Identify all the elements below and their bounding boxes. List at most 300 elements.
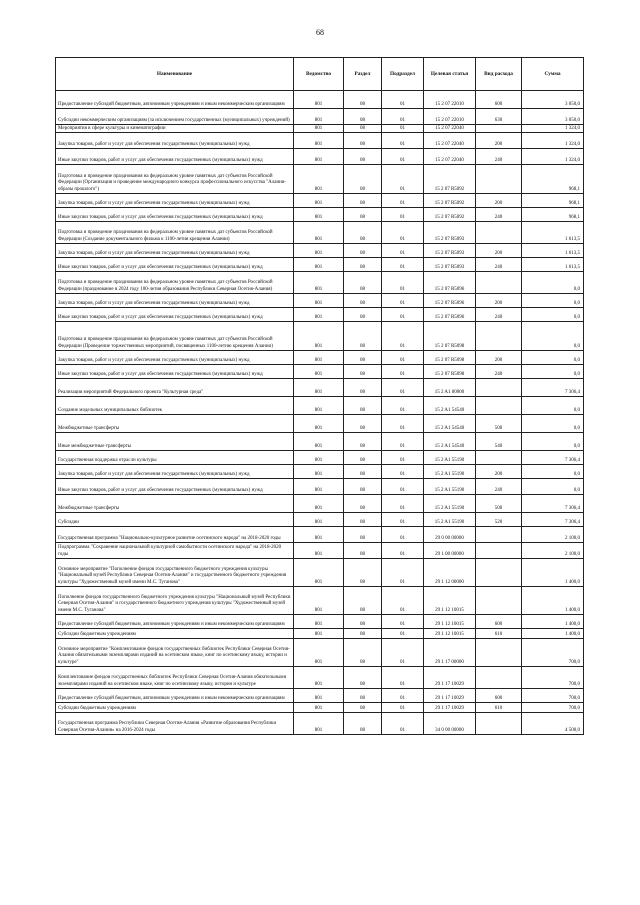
row-podrazdel: 01 <box>382 465 424 479</box>
table-row <box>56 125 584 133</box>
row-razdel: 08 <box>344 294 382 308</box>
row-sum: 1 613,5 <box>522 258 584 272</box>
row-name: Межбюджетные трансферты <box>56 495 294 513</box>
header-name: Наименование <box>56 58 294 91</box>
row-podrazdel: 01 <box>382 495 424 513</box>
row-expense-type: 200 <box>476 133 522 149</box>
row-expense-type <box>476 125 522 133</box>
row-podrazdel: 01 <box>382 703 424 713</box>
row-expense-type <box>476 272 522 294</box>
row-target: 15 2 A1 55190 <box>424 465 476 479</box>
row-expense-type: 600 <box>476 91 522 109</box>
row-podrazdel: 01 <box>382 379 424 397</box>
row-razdel: 08 <box>344 587 382 615</box>
row-vedomstvo: 801 <box>294 397 344 415</box>
row-razdel: 08 <box>344 451 382 465</box>
row-sum: 3 050,0 <box>522 91 584 109</box>
row-vedomstvo: 801 <box>294 365 344 379</box>
table-row <box>56 703 584 713</box>
row-target: 15 2 07 R5096 <box>424 294 476 308</box>
row-name: Государственная поддержка отрасли культуры <box>56 451 294 465</box>
row-razdel: 08 <box>344 703 382 713</box>
row-sum: 1 324,0 <box>522 133 584 149</box>
row-sum: 0,0 <box>522 465 584 479</box>
row-name: Иные закупки товаров, работ и услуг для обеспечения государственных (муниципальных) нужд <box>56 479 294 495</box>
table-row <box>56 365 584 379</box>
row-vedomstvo: 801 <box>294 149 344 165</box>
row-name: Закупка товаров, работ и услуг для обеспечения государственных (муниципальных) нужд <box>56 294 294 308</box>
table-row <box>56 165 584 194</box>
row-name: Иные закупки товаров, работ и услуг для обеспечения государственных (муниципальных) нужд <box>56 149 294 165</box>
row-podrazdel: 01 <box>382 308 424 322</box>
row-vedomstvo: 801 <box>294 244 344 258</box>
row-target: 15 2 A1 54540 <box>424 415 476 433</box>
row-razdel: 08 <box>344 433 382 451</box>
table-row <box>56 465 584 479</box>
row-expense-type <box>476 379 522 397</box>
row-target: 29 1 17 10029 <box>424 689 476 703</box>
row-name: Основное мероприятие "Пополнение фондов государственного бюджетного учреждения культуры "Национальный музей Республики Северная Осетия-Алания" и государственного бюджетного учреждения культуры "Художественный музей имени М.С. Туганова" <box>56 559 294 587</box>
row-target: 15 2 A1 54540 <box>424 397 476 415</box>
row-sum: 7 306,4 <box>522 495 584 513</box>
header-podrazdel: Подраздел <box>382 58 424 91</box>
row-vedomstvo: 801 <box>294 465 344 479</box>
row-podrazdel: 01 <box>382 451 424 465</box>
row-sum: 7 306,4 <box>522 379 584 397</box>
header-target: Целевая статья <box>424 58 476 91</box>
row-vedomstvo: 801 <box>294 713 344 735</box>
row-vedomstvo: 801 <box>294 165 344 194</box>
table-row <box>56 713 584 735</box>
table-row <box>56 495 584 513</box>
row-name: Подготовка и проведение празднования на федеральном уровне памятных дат субъектов Российской Федерации (Создание документального фильма к 1100-летия крещения Алании) <box>56 222 294 244</box>
row-name: Иные межбюджетные трансферты <box>56 433 294 451</box>
row-sum: 0,0 <box>522 365 584 379</box>
row-razdel: 08 <box>344 379 382 397</box>
row-vedomstvo: 801 <box>294 433 344 451</box>
table-row <box>56 194 584 208</box>
row-expense-type: 610 <box>476 629 522 639</box>
table-row <box>56 433 584 451</box>
row-target: 29 1 12 00000 <box>424 559 476 587</box>
row-podrazdel: 01 <box>382 559 424 587</box>
row-razdel: 08 <box>344 149 382 165</box>
table-row <box>56 543 584 559</box>
row-name: Закупка товаров, работ и услуг для обеспечения государственных (муниципальных) нужд <box>56 194 294 208</box>
row-podrazdel: 01 <box>382 639 424 667</box>
row-expense-type <box>476 713 522 735</box>
table-row <box>56 397 584 415</box>
table-row <box>56 667 584 689</box>
row-sum: 968,1 <box>522 165 584 194</box>
row-expense-type: 500 <box>476 495 522 513</box>
header-razdel: Раздел <box>344 58 382 91</box>
row-podrazdel: 01 <box>382 244 424 258</box>
table-row <box>56 222 584 244</box>
row-sum: 7 306,4 <box>522 513 584 527</box>
row-podrazdel: 01 <box>382 479 424 495</box>
row-vedomstvo: 801 <box>294 479 344 495</box>
row-expense-type: 200 <box>476 465 522 479</box>
row-razdel: 08 <box>344 222 382 244</box>
row-vedomstvo: 801 <box>294 495 344 513</box>
row-podrazdel: 01 <box>382 149 424 165</box>
row-target: 15 2 A1 55190 <box>424 495 476 513</box>
row-sum: 1 324,0 <box>522 125 584 133</box>
row-name: Подпрограмма "Сохранение национальной культурной самобытности осетинского народа" на 2018-2020 годы <box>56 543 294 559</box>
row-podrazdel: 01 <box>382 222 424 244</box>
row-target: 15 2 07 R5092 <box>424 208 476 222</box>
row-target: 15 2 07 R5093 <box>424 222 476 244</box>
row-vedomstvo: 801 <box>294 587 344 615</box>
row-podrazdel: 01 <box>382 527 424 543</box>
row-podrazdel: 01 <box>382 689 424 703</box>
row-name: Подготовка и проведение празднования на федеральном уровне памятных дат субъектов Российской Федерации (Организация и проведение международного конкурса профессионального искусства "Алания-образы прошлого") <box>56 165 294 194</box>
row-vedomstvo: 801 <box>294 208 344 222</box>
table-row <box>56 615 584 629</box>
table-row <box>56 513 584 527</box>
row-name: Комплектование фондов государственных библиотек Республики Северная Осетия-Алания обязательными экземплярами изданий на осетинском языке, книг по осетинскому языку, истории и культуре <box>56 667 294 689</box>
row-expense-type: 630 <box>476 109 522 125</box>
row-sum: 700,0 <box>522 639 584 667</box>
row-name: Мероприятия в сфере культуры и кинематографии <box>56 125 294 133</box>
row-razdel: 08 <box>344 513 382 527</box>
table-row <box>56 479 584 495</box>
table-row <box>56 109 584 125</box>
budget-table <box>55 57 584 735</box>
row-expense-type: 610 <box>476 703 522 713</box>
row-expense-type: 200 <box>476 294 522 308</box>
row-podrazdel: 01 <box>382 322 424 351</box>
row-podrazdel: 01 <box>382 208 424 222</box>
row-vedomstvo: 801 <box>294 629 344 639</box>
row-name: Государственная программа Республики Северная Осетия-Алания «Развитие образования Республики Северная Осетия-Алания» на 2016-2024 годы <box>56 713 294 735</box>
row-razdel: 08 <box>344 258 382 272</box>
row-name: Реализация мероприятий Федерального проекта "Культурная среда" <box>56 379 294 397</box>
table-row <box>56 149 584 165</box>
row-name: Иные закупки товаров, работ и услуг для обеспечения государственных (муниципальных) нужд <box>56 208 294 222</box>
row-vedomstvo: 801 <box>294 109 344 125</box>
row-podrazdel: 01 <box>382 415 424 433</box>
row-razdel: 08 <box>344 479 382 495</box>
table-row <box>56 294 584 308</box>
row-sum: 7 306,4 <box>522 451 584 465</box>
row-name: Иные закупки товаров, работ и услуг для обеспечения государственных (муниципальных) нужд <box>56 258 294 272</box>
row-sum: 0,0 <box>522 397 584 415</box>
header-expense-type: Вид расхода <box>476 58 522 91</box>
row-podrazdel: 01 <box>382 433 424 451</box>
row-podrazdel: 01 <box>382 667 424 689</box>
table-row <box>56 322 584 351</box>
row-name: Иные закупки товаров, работ и услуг для обеспечения государственных (муниципальных) нужд <box>56 365 294 379</box>
row-sum: 968,1 <box>522 194 584 208</box>
row-podrazdel: 01 <box>382 133 424 149</box>
row-razdel: 08 <box>344 559 382 587</box>
row-target: 15 2 07 22040 <box>424 133 476 149</box>
row-target: 15 2 07 R5093 <box>424 258 476 272</box>
row-name: Основное мероприятие "Комплектование фондов государственных библиотек Республики Северная Осетия-Алания обязательными экземплярами изданий на осетинском языке, книг по осетинскому языку, истории и культуре" <box>56 639 294 667</box>
row-vedomstvo: 801 <box>294 294 344 308</box>
row-podrazdel: 01 <box>382 272 424 294</box>
row-podrazdel: 01 <box>382 258 424 272</box>
row-expense-type: 600 <box>476 615 522 629</box>
row-razdel: 08 <box>344 713 382 735</box>
row-target: 15 2 07 R5098 <box>424 365 476 379</box>
table-row <box>56 587 584 615</box>
row-razdel: 08 <box>344 629 382 639</box>
row-sum: 1 400,0 <box>522 615 584 629</box>
row-expense-type: 200 <box>476 194 522 208</box>
table-row <box>56 91 584 109</box>
row-name: Межбюджетные трансферты <box>56 415 294 433</box>
row-podrazdel: 01 <box>382 543 424 559</box>
row-target: 29 1 17 10029 <box>424 703 476 713</box>
row-expense-type <box>476 667 522 689</box>
header-vedomstvo: Ведомство <box>294 58 344 91</box>
row-razdel: 08 <box>344 308 382 322</box>
row-sum: 0,0 <box>522 322 584 351</box>
table-row <box>56 258 584 272</box>
row-expense-type: 240 <box>476 479 522 495</box>
row-vedomstvo: 801 <box>294 543 344 559</box>
row-name: Закупка товаров, работ и услуг для обеспечения государственных (муниципальных) нужд <box>56 351 294 365</box>
row-razdel: 08 <box>344 397 382 415</box>
row-target: 15 2 07 22040 <box>424 125 476 133</box>
table-row <box>56 689 584 703</box>
row-vedomstvo: 801 <box>294 351 344 365</box>
row-sum: 1 613,5 <box>522 244 584 258</box>
row-sum: 968,1 <box>522 208 584 222</box>
row-vedomstvo: 801 <box>294 379 344 397</box>
row-expense-type: 500 <box>476 415 522 433</box>
row-sum: 0,0 <box>522 294 584 308</box>
row-razdel: 08 <box>344 133 382 149</box>
row-target: 15 2 07 R5098 <box>424 351 476 365</box>
row-target: 15 2 07 R5092 <box>424 194 476 208</box>
row-sum: 700,0 <box>522 689 584 703</box>
row-podrazdel: 01 <box>382 125 424 133</box>
page-number: 68 <box>316 28 324 37</box>
row-sum: 1 324,0 <box>522 149 584 165</box>
table-row <box>56 451 584 465</box>
row-expense-type <box>476 165 522 194</box>
row-name: Закупка товаров, работ и услуг для обеспечения государственных (муниципальных) нужд <box>56 244 294 258</box>
row-name: Закупка товаров, работ и услуг для обеспечения государственных (муниципальных) нужд <box>56 133 294 149</box>
row-name: Субсидии <box>56 513 294 527</box>
row-razdel: 08 <box>344 194 382 208</box>
row-razdel: 08 <box>344 165 382 194</box>
row-expense-type: 240 <box>476 149 522 165</box>
row-sum: 3 050,0 <box>522 109 584 125</box>
row-vedomstvo: 801 <box>294 527 344 543</box>
row-target: 15 2 07 22010 <box>424 109 476 125</box>
row-sum: 2 100,0 <box>522 543 584 559</box>
row-podrazdel: 01 <box>382 91 424 109</box>
row-sum: 1 400,0 <box>522 559 584 587</box>
row-expense-type: 200 <box>476 351 522 365</box>
row-expense-type: 540 <box>476 433 522 451</box>
table-row <box>56 244 584 258</box>
row-sum: 0,0 <box>522 272 584 294</box>
row-target: 15 2 A1 55190 <box>424 451 476 465</box>
row-sum: 1 400,0 <box>522 587 584 615</box>
row-expense-type <box>476 639 522 667</box>
row-razdel: 08 <box>344 272 382 294</box>
row-expense-type: 520 <box>476 513 522 527</box>
row-razdel: 08 <box>344 465 382 479</box>
table-body <box>56 91 584 735</box>
row-vedomstvo: 801 <box>294 322 344 351</box>
row-razdel: 08 <box>344 543 382 559</box>
row-name: Пополнение фондов государственного бюджетного учреждения культуры "Национальный музей Республики Северная Осетия-Алания" и государственного бюджетного учреждения культуры "Художественный музей имени М.С. Туганова" <box>56 587 294 615</box>
row-expense-type <box>476 222 522 244</box>
table-row <box>56 272 584 294</box>
table-row <box>56 308 584 322</box>
row-razdel: 08 <box>344 415 382 433</box>
row-podrazdel: 01 <box>382 109 424 125</box>
row-razdel: 08 <box>344 667 382 689</box>
row-vedomstvo: 801 <box>294 91 344 109</box>
row-vedomstvo: 801 <box>294 689 344 703</box>
row-vedomstvo: 801 <box>294 703 344 713</box>
row-name: Субсидии бюджетным учреждениям <box>56 703 294 713</box>
row-target: 15 2 A1 55190 <box>424 513 476 527</box>
table-row <box>56 639 584 667</box>
row-target: 15 2 07 22040 <box>424 149 476 165</box>
row-target: 15 2 07 R5098 <box>424 322 476 351</box>
row-target: 34 0 00 00000 <box>424 713 476 735</box>
row-sum: 1 613,5 <box>522 222 584 244</box>
row-name: Государственная программа "Национально-культурное развитие осетинского народа" на 2018-2020 годы <box>56 527 294 543</box>
table-row <box>56 415 584 433</box>
row-razdel: 08 <box>344 615 382 629</box>
row-podrazdel: 01 <box>382 629 424 639</box>
row-vedomstvo: 801 <box>294 451 344 465</box>
row-sum: 4 500,0 <box>522 713 584 735</box>
table-header-row <box>56 58 584 91</box>
row-sum: 1 400,0 <box>522 629 584 639</box>
row-podrazdel: 01 <box>382 351 424 365</box>
row-vedomstvo: 801 <box>294 513 344 527</box>
row-target: 15 2 A1 54540 <box>424 433 476 451</box>
row-podrazdel: 01 <box>382 513 424 527</box>
row-expense-type <box>476 322 522 351</box>
row-name: Создание модельных муниципальных библиотек <box>56 397 294 415</box>
row-razdel: 08 <box>344 365 382 379</box>
row-vedomstvo: 801 <box>294 615 344 629</box>
row-podrazdel: 01 <box>382 615 424 629</box>
table-row <box>56 629 584 639</box>
row-name: Подготовка и проведение празднования на федеральном уровне памятных дат субъектов Российской Федерации (Проведение торжественных мероприятий, посвященных 1100-летию крещения Алании) <box>56 322 294 351</box>
row-target: 15 2 A1 00000 <box>424 379 476 397</box>
row-razdel: 08 <box>344 109 382 125</box>
row-podrazdel: 01 <box>382 713 424 735</box>
row-name: Подготовка и проведение празднования на федеральном уровне памятных дат субъектов Российской Федерации (празднование в 2024 году 100-летия образования Республики Северная Осетия-Алания) <box>56 272 294 294</box>
row-vedomstvo: 801 <box>294 222 344 244</box>
row-name: Субсидии бюджетным учреждениям <box>56 629 294 639</box>
row-razdel: 08 <box>344 639 382 667</box>
row-target: 15 2 07 R5093 <box>424 244 476 258</box>
row-razdel: 08 <box>344 322 382 351</box>
table-row <box>56 208 584 222</box>
row-expense-type: 240 <box>476 258 522 272</box>
row-razdel: 08 <box>344 125 382 133</box>
row-vedomstvo: 801 <box>294 125 344 133</box>
row-name: Предоставление субсидий бюджетным, автономным учреждениям и иным некоммерческим организациям <box>56 91 294 109</box>
row-podrazdel: 01 <box>382 365 424 379</box>
row-expense-type: 200 <box>476 244 522 258</box>
row-razdel: 08 <box>344 351 382 365</box>
row-sum: 700,0 <box>522 667 584 689</box>
row-expense-type <box>476 587 522 615</box>
row-expense-type <box>476 559 522 587</box>
row-name: Предоставление субсидий бюджетным, автономным учреждениям и иным некоммерческим организациям <box>56 689 294 703</box>
row-target: 15 2 07 R5092 <box>424 165 476 194</box>
header-sum: Сумма <box>522 58 584 91</box>
row-name: Субсидии некоммерческим организациям (за исключением государственных (муниципальных) учреждений) <box>56 109 294 125</box>
row-vedomstvo: 801 <box>294 559 344 587</box>
row-expense-type <box>476 543 522 559</box>
row-expense-type: 600 <box>476 689 522 703</box>
row-sum: 0,0 <box>522 415 584 433</box>
row-expense-type: 240 <box>476 208 522 222</box>
row-vedomstvo: 801 <box>294 272 344 294</box>
row-razdel: 08 <box>344 91 382 109</box>
row-podrazdel: 01 <box>382 294 424 308</box>
row-podrazdel: 01 <box>382 587 424 615</box>
row-expense-type <box>476 451 522 465</box>
row-target: 29 1 12 10015 <box>424 587 476 615</box>
row-target: 29 1 17 10029 <box>424 667 476 689</box>
row-podrazdel: 01 <box>382 194 424 208</box>
row-target: 15 2 07 R5096 <box>424 272 476 294</box>
row-target: 15 2 07 R5096 <box>424 308 476 322</box>
row-expense-type <box>476 397 522 415</box>
row-razdel: 08 <box>344 208 382 222</box>
table-row <box>56 527 584 543</box>
row-vedomstvo: 801 <box>294 308 344 322</box>
row-target: 15 2 A1 55190 <box>424 479 476 495</box>
row-target: 15 2 07 22010 <box>424 91 476 109</box>
row-target: 29 1 17 00000 <box>424 639 476 667</box>
table-row <box>56 379 584 397</box>
row-name: Иные закупки товаров, работ и услуг для обеспечения государственных (муниципальных) нужд <box>56 308 294 322</box>
row-expense-type: 240 <box>476 365 522 379</box>
row-podrazdel: 01 <box>382 397 424 415</box>
row-target: 29 1 12 10015 <box>424 615 476 629</box>
row-vedomstvo: 801 <box>294 667 344 689</box>
table-row <box>56 559 584 587</box>
row-vedomstvo: 801 <box>294 194 344 208</box>
table-row <box>56 351 584 365</box>
row-sum: 0,0 <box>522 433 584 451</box>
row-name: Закупка товаров, работ и услуг для обеспечения государственных (муниципальных) нужд <box>56 465 294 479</box>
row-vedomstvo: 801 <box>294 639 344 667</box>
row-podrazdel: 01 <box>382 165 424 194</box>
row-sum: 0,0 <box>522 308 584 322</box>
row-vedomstvo: 801 <box>294 133 344 149</box>
row-razdel: 08 <box>344 244 382 258</box>
row-expense-type: 240 <box>476 308 522 322</box>
row-razdel: 08 <box>344 495 382 513</box>
row-razdel: 08 <box>344 527 382 543</box>
row-target: 29 1 12 10015 <box>424 629 476 639</box>
row-sum: 0,0 <box>522 351 584 365</box>
row-sum: 2 100,0 <box>522 527 584 543</box>
row-target: 29 0 00 00000 <box>424 527 476 543</box>
table-row <box>56 133 584 149</box>
row-target: 29 1 00 00000 <box>424 543 476 559</box>
